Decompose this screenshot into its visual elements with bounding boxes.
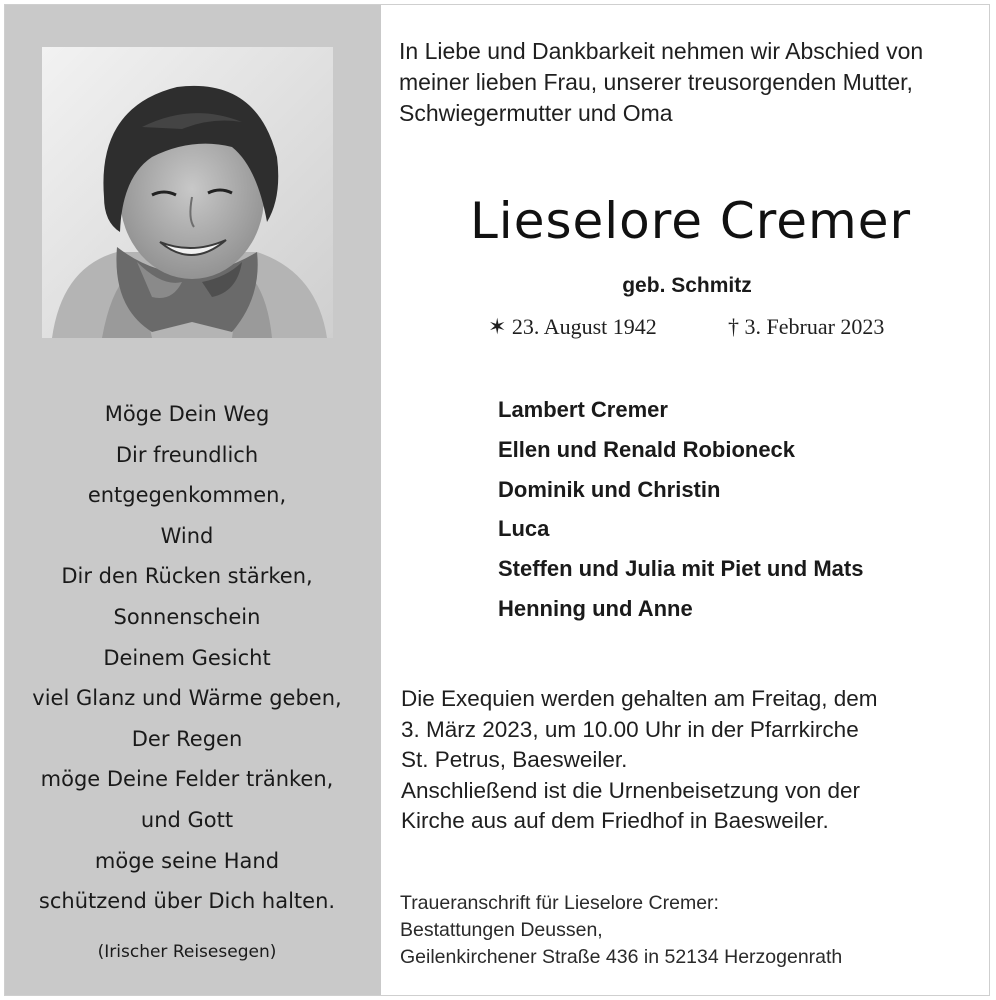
- intro-line: Schwiegermutter und Oma: [399, 100, 673, 126]
- poem-line: möge Deine Felder tränken,: [40, 767, 334, 792]
- family-list: [498, 390, 863, 629]
- poem-line: möge seine Hand: [94, 848, 280, 873]
- deceased-name: Lieselore Cremer: [469, 192, 912, 250]
- service-line: Die Exequien werden gehalten am Freitag, dem: [401, 686, 878, 711]
- poem-line: viel Glanz und Wärme geben,: [32, 686, 342, 711]
- poem-line: Wind: [160, 523, 214, 548]
- poem-line: Der Regen: [131, 726, 243, 751]
- poem-line: entgegenkommen,: [87, 483, 287, 508]
- intro-text: [399, 36, 979, 129]
- poem-line: und Gott: [140, 807, 234, 832]
- poem: [20, 394, 354, 922]
- poem-line: schützend über Dich halten.: [38, 889, 336, 914]
- family-member: Lambert Cremer: [498, 397, 668, 422]
- service-line: Anschließend ist die Urnenbeisetzung von der: [401, 777, 861, 803]
- address-line: Bestattungen Deussen,: [400, 919, 603, 941]
- intro-line: In Liebe und Dankbarkeit nehmen wir Abschied von: [399, 38, 924, 64]
- service-line: Kirche aus auf dem Friedhof in Baesweiler.: [401, 808, 829, 834]
- family-member: Henning und Anne: [498, 595, 693, 621]
- family-member: Dominik und Christin: [498, 476, 721, 502]
- poem-line: Dir freundlich: [115, 442, 259, 467]
- service-line: St. Petrus, Baesweiler.: [401, 747, 628, 773]
- poem-line: Dir den Rücken stärken,: [61, 564, 313, 589]
- maiden-name: geb. Schmitz: [622, 274, 752, 297]
- intro-line: meiner lieben Frau, unserer treusorgenden Mutter,: [399, 69, 913, 95]
- poem-line: Sonnenschein: [113, 604, 261, 629]
- poem-line: Möge Dein Weg: [104, 402, 270, 426]
- death-date: † 3. Februar 2023: [728, 314, 885, 339]
- family-member: Steffen und Julia mit Piet und Mats: [498, 556, 864, 582]
- family-member: Luca: [498, 516, 550, 542]
- service-line: 3. März 2023, um 10.00 Uhr in der Pfarrkirche: [401, 716, 859, 742]
- address-line: Geilenkirchener Straße 436 in 52134 Herzogenrath: [400, 946, 843, 968]
- condolence-address: [400, 890, 960, 971]
- family-member: Ellen und Renald Robioneck: [498, 436, 796, 462]
- portrait-photo: [42, 47, 333, 338]
- service-info: [401, 684, 961, 837]
- poem-line: Deinem Gesicht: [103, 645, 271, 670]
- poem-source: (Irischer Reisesegen): [97, 942, 277, 962]
- address-line: Traueranschrift für Lieselore Cremer:: [400, 892, 719, 914]
- birth-date: ✶ 23. August 1942: [488, 314, 657, 339]
